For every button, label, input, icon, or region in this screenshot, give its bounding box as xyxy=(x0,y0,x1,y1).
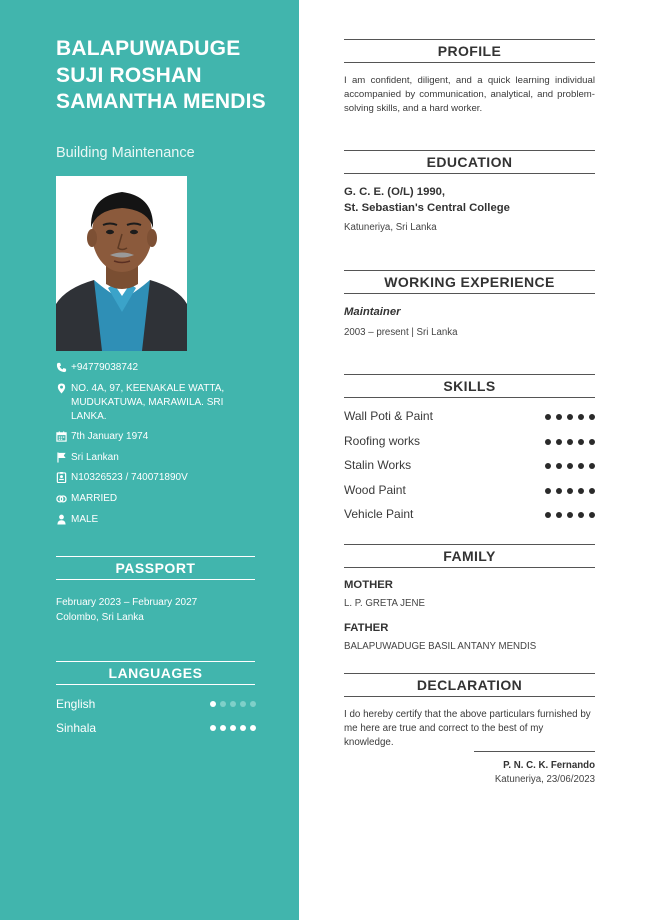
level-dot-filled xyxy=(589,439,595,445)
contact-id-text: N10326523 / 740071890V xyxy=(71,472,188,484)
level-dot-filled xyxy=(589,488,595,494)
level-dot-filled xyxy=(250,725,256,731)
signature-line xyxy=(474,751,595,752)
education-location: Katuneriya, Sri Lanka xyxy=(344,222,437,233)
contact-marital xyxy=(56,492,256,506)
profile-photo xyxy=(56,176,187,351)
language-name: English xyxy=(56,697,96,711)
level-dot-filled xyxy=(556,439,562,445)
level-dot-filled xyxy=(567,488,573,494)
language-row xyxy=(56,721,256,737)
signatory-name: P. N. C. K. Fernando xyxy=(503,760,595,771)
location-pin-icon xyxy=(56,383,67,394)
declaration-place-date: Katuneriya, 23/06/2023 xyxy=(494,774,595,785)
skill-name: Wall Poti & Paint xyxy=(344,409,433,423)
skill-name: Wood Paint xyxy=(344,483,406,497)
skill-row xyxy=(344,434,595,450)
level-dot-filled xyxy=(578,512,584,518)
education-qualification: G. C. E. (O/L) 1990, xyxy=(344,186,446,198)
level-dot-empty xyxy=(220,701,226,707)
rings-icon xyxy=(56,493,67,504)
language-level xyxy=(210,725,256,731)
contact-gender xyxy=(56,513,256,527)
level-dot-filled xyxy=(567,512,573,518)
level-dot-filled xyxy=(556,512,562,518)
contact-phone xyxy=(56,361,256,375)
passport-heading: PASSPORT xyxy=(56,556,255,580)
experience-role: Maintainer xyxy=(344,306,401,318)
level-dot-empty xyxy=(250,701,256,707)
contact-list xyxy=(56,361,256,533)
level-dot-filled xyxy=(210,701,216,707)
level-dot-filled xyxy=(545,439,551,445)
family-heading: FAMILY xyxy=(344,544,595,568)
contact-gender-text: MALE xyxy=(71,513,99,525)
level-dot-filled xyxy=(556,463,562,469)
skill-level xyxy=(545,488,595,494)
level-dot-filled xyxy=(545,488,551,494)
id-card-icon xyxy=(56,472,67,483)
person-icon xyxy=(56,514,67,525)
experience-details: 2003 – present | Sri Lanka xyxy=(344,327,458,338)
job-title: Building Maintenance xyxy=(56,145,195,161)
level-dot-empty xyxy=(240,701,246,707)
level-dot-empty xyxy=(230,701,236,707)
languages-heading: LANGUAGES xyxy=(56,661,255,685)
level-dot-filled xyxy=(230,725,236,731)
skill-row xyxy=(344,483,595,499)
profile-text: I am confident, diligent, and a quick learning individual accompanied by communication, analytical, and problem-solving skills, and a hard worker. xyxy=(344,75,595,114)
level-dot-filled xyxy=(545,414,551,420)
profile-photo-illustration xyxy=(56,176,187,351)
level-dot-filled xyxy=(210,725,216,731)
contact-id xyxy=(56,471,256,485)
level-dot-filled xyxy=(556,414,562,420)
mother-name: L. P. GRETA JENE xyxy=(344,598,425,609)
education-heading: EDUCATION xyxy=(344,150,595,174)
level-dot-filled xyxy=(545,463,551,469)
father-label: FATHER xyxy=(344,622,389,634)
level-dot-filled xyxy=(220,725,226,731)
skill-level xyxy=(545,439,595,445)
contact-phone-text: +94779038742 xyxy=(71,362,139,373)
father-name: BALAPUWADUGE BASIL ANTANY MENDIS xyxy=(344,641,537,652)
skill-row xyxy=(344,409,595,425)
skill-name: Stalin Works xyxy=(344,458,412,472)
passport-validity: February 2023 – February 2027 xyxy=(56,597,198,608)
person-name: BALAPUWADUGE SUJI ROSHAN SAMANTHA MENDIS xyxy=(56,37,266,113)
language-row xyxy=(56,697,256,713)
skills-heading: SKILLS xyxy=(344,374,595,398)
passport-place: Colombo, Sri Lanka xyxy=(56,612,144,623)
level-dot-filled xyxy=(589,414,595,420)
level-dot-filled xyxy=(578,414,584,420)
level-dot-filled xyxy=(589,463,595,469)
mother-label: MOTHER xyxy=(344,579,393,591)
contact-marital-text: MARRIED xyxy=(71,492,118,504)
skill-name: Roofing works xyxy=(344,434,421,448)
level-dot-filled xyxy=(567,463,573,469)
contact-nationality xyxy=(56,451,256,465)
declaration-text: I do hereby certify that the above particulars furnished by me here are true and correct to the best of my knowledge. xyxy=(344,709,591,748)
skill-level xyxy=(545,414,595,420)
language-name: Sinhala xyxy=(56,721,97,735)
phone-icon xyxy=(56,362,67,373)
experience-heading: WORKING EXPERIENCE xyxy=(344,270,595,294)
level-dot-filled xyxy=(578,463,584,469)
level-dot-filled xyxy=(556,488,562,494)
contact-nationality-text: Sri Lankan xyxy=(71,451,119,463)
skill-row xyxy=(344,507,595,523)
level-dot-filled xyxy=(240,725,246,731)
calendar-icon xyxy=(56,431,67,442)
sidebar xyxy=(0,0,299,920)
flag-icon xyxy=(56,452,67,463)
contact-address xyxy=(56,382,256,424)
skill-level xyxy=(545,512,595,518)
skill-level xyxy=(545,463,595,469)
language-level xyxy=(210,701,256,707)
level-dot-filled xyxy=(567,414,573,420)
contact-address-text: NO. 4A, 97, KEENAKALE WATTA, MUDUKATUWA, MARAWILA. SRI LANKA. xyxy=(71,382,225,422)
education-school: St. Sebastian's Central College xyxy=(344,202,510,214)
contact-birthday xyxy=(56,430,256,444)
skill-row xyxy=(344,458,595,474)
level-dot-filled xyxy=(589,512,595,518)
declaration-heading: DECLARATION xyxy=(344,673,595,697)
level-dot-filled xyxy=(578,488,584,494)
contact-birthday-text: 7th January 1974 xyxy=(71,431,149,443)
level-dot-filled xyxy=(578,439,584,445)
profile-heading: PROFILE xyxy=(344,39,595,63)
skill-name: Vehicle Paint xyxy=(344,507,414,521)
level-dot-filled xyxy=(545,512,551,518)
level-dot-filled xyxy=(567,439,573,445)
